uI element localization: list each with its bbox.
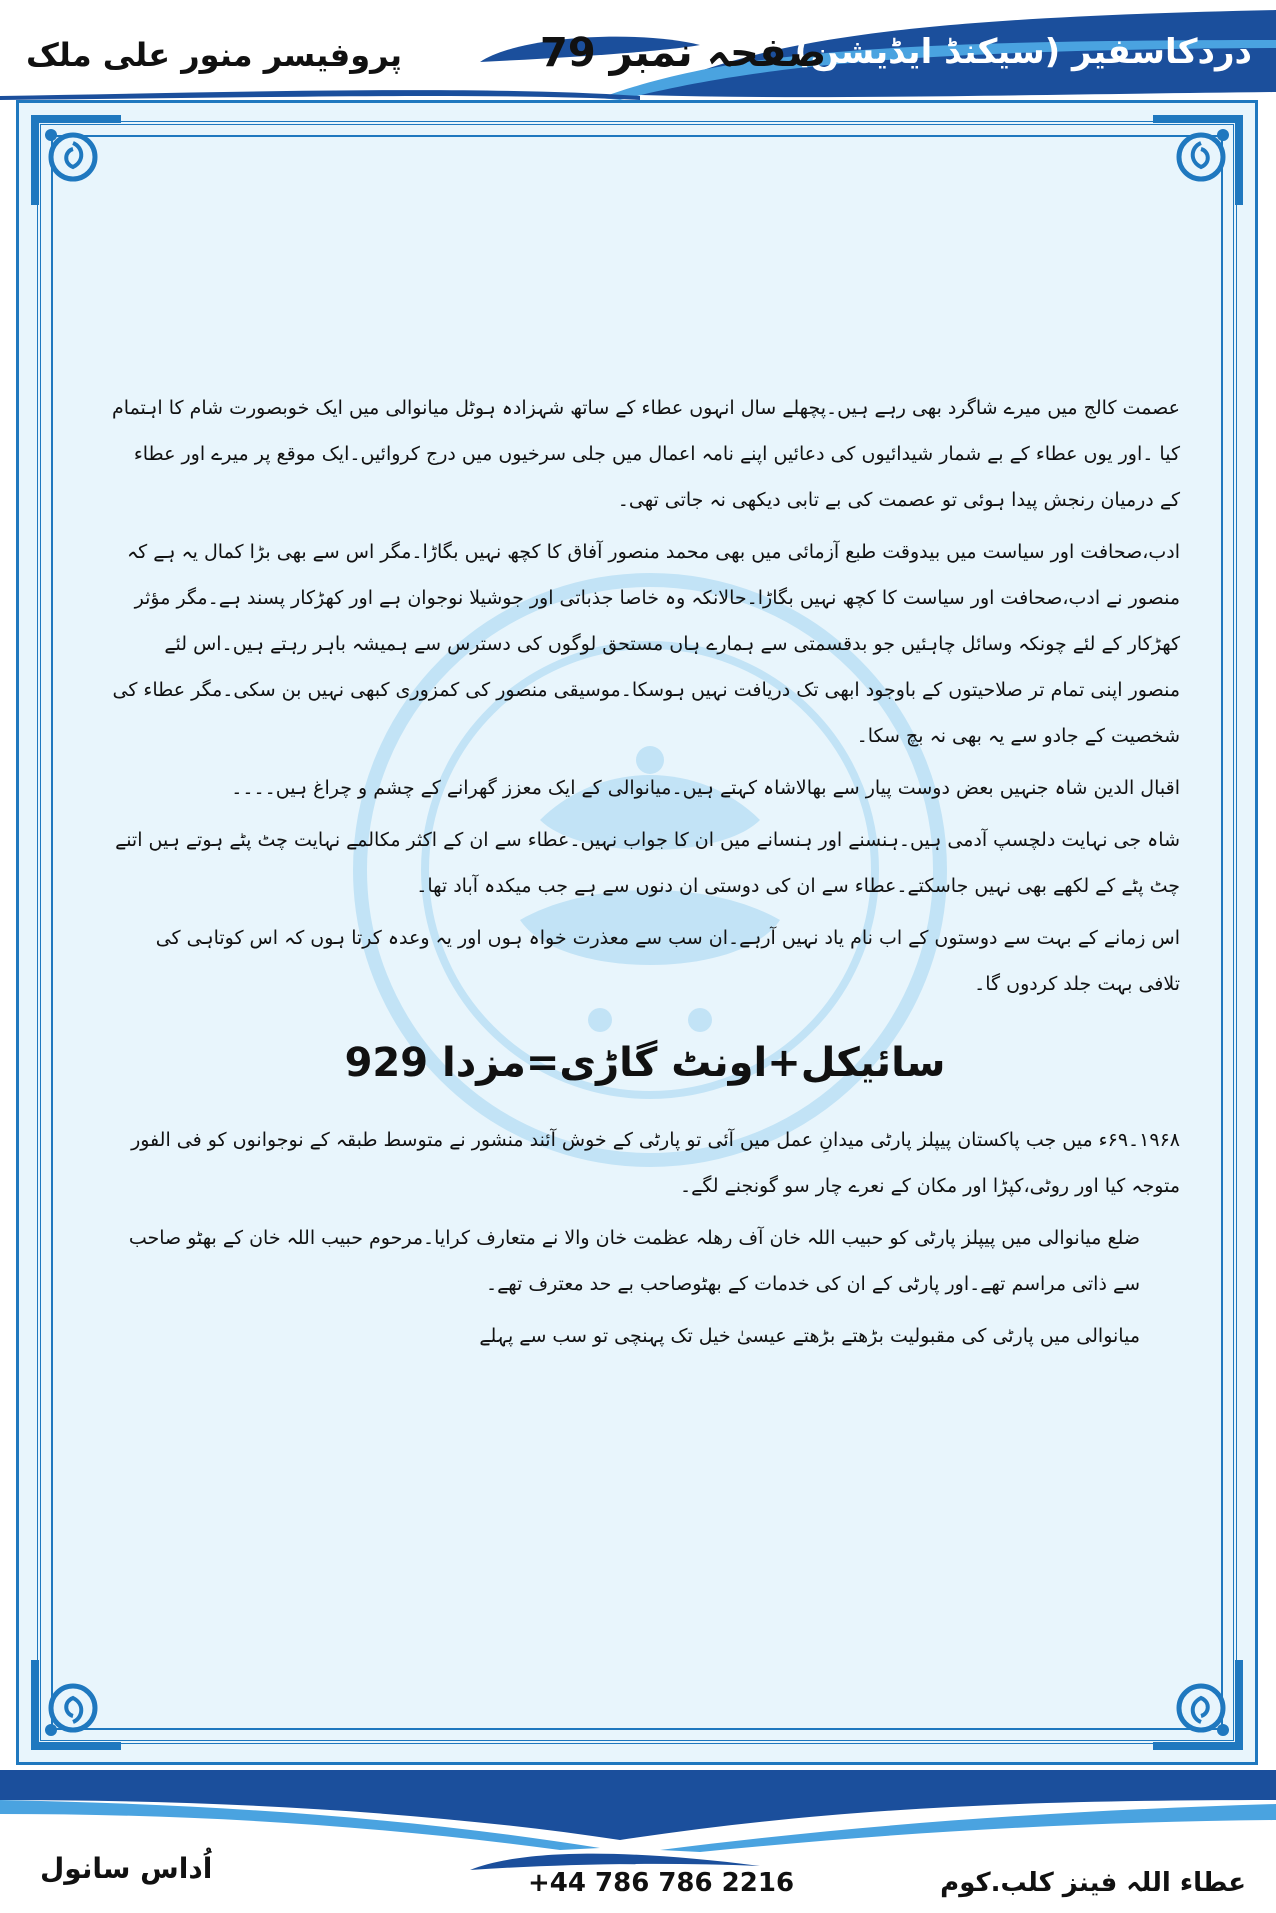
book-title: دردکاسفیر (سیکنڈ ایڈیشن) <box>794 32 1252 72</box>
corner-ornament-icon <box>1143 1650 1253 1760</box>
paragraph: ۱۹۶۸۔۶۹ء میں جب پاکستان پیپلز پارٹی میدانِ عمل میں آئی تو پارٹی کے خوش آئند منشور نے متوسط طبقہ کے نوجوانوں کو فی الفور متوجہ کیا اور روٹی،کپڑا اور مکان کے نعرے چار سو گونجنے لگے۔ <box>131 1129 1180 1197</box>
paragraph: اقبال الدین شاہ جنہیں بعض دوست پیار سے بھالاشاہ کہتے ہیں۔میانوالی کے ایک معزز گھرانے کے چشم و چراغ ہیں۔۔۔۔ <box>231 777 1180 799</box>
page-header <box>0 0 1276 100</box>
corner-ornament-icon <box>21 1650 131 1760</box>
author-name: پروفیسر منور علی ملک <box>26 36 403 74</box>
page-number-label: صفحہ نمبر 79 <box>540 30 827 76</box>
article-body <box>110 385 1180 1365</box>
paragraph: میانوالی میں پارٹی کی مقبولیت بڑھتے بڑھتے عیسیٰ خیل تک پہنچی تو سب سے پہلے <box>479 1325 1140 1347</box>
footer-website: عطاء اللہ فینز کلب.کوم <box>940 1868 1246 1898</box>
corner-ornament-icon <box>1143 105 1253 215</box>
corner-ornament-icon <box>21 105 131 215</box>
footer-phone: +44 786 786 2216 <box>528 1868 795 1898</box>
page-footer <box>0 1770 1276 1913</box>
paragraph: ادب،صحافت اور سیاست میں بیدوقت طبع آزمائی میں بھی محمد منصور آفاق کا کچھ نہیں بگاڑا۔مگر اس سے بھی بڑا کمال یہ ہے کہ منصور نے ادب،صحافت اور سیاست کا کچھ نہیں بگاڑا۔حالانکہ وہ خاصا جذباتی اور جوشیلا نوجوان ہے اور کھڑکار پسند ہے۔مگر مؤثر کھڑکار کے لئے چونکہ وسائل چاہئیں جو بدقسمتی سے ہمارے ہاں مستحق لوگوں کی دسترس سے ہمیشہ باہر رہتے ہیں۔اس لئے منصور اپنی تمام تر صلاحیتوں کے باوجود ابھی تک دریافت نہیں ہوسکا۔موسیقی منصور کی کمزوری کبھی نہیں بن سکی۔مگر عطاء کی شخصیت کے جادو سے یہ بھی نہ بچ سکا۔ <box>112 541 1180 747</box>
footer-left-text: اُداس سانول <box>40 1852 213 1885</box>
section-heading: سائیکل+اونٹ گاڑی=مزدا 929 <box>344 1040 946 1086</box>
paragraph: ضلع میانوالی میں پیپلز پارٹی کو حبیب اللہ خان آف رھلہ عظمت خان والا نے متعارف کرایا۔مرحوم حبیب اللہ خان کے بھٹو صاحب سے ذاتی مراسم تھے۔اور پارٹی کے ان کی خدمات کے بھٹوصاحب بے حد معترف تھے۔ <box>128 1227 1140 1295</box>
paragraph: شاہ جی نہایت دلچسپ آدمی ہیں۔ہنسنے اور ہنسانے میں ان کا جواب نہیں۔عطاء سے ان کے اکثر مکالمے نہایت چٹ پٹے ہوتے ہیں اتنے چٹ پٹے کے لکھے بھی نہیں جاسکتے۔عطاء سے ان کی دوستی ان دنوں سے ہے جب میکدہ آباد تھا۔ <box>115 829 1180 897</box>
paragraph: عصمت کالج میں میرے شاگرد بھی رہے ہیں۔پچھلے سال انہوں عطاء کے ساتھ شہزادہ ہوٹل میانوالی میں ایک خوبصورت شام کا اہتمام کیا ۔اور یوں عطاء کے بے شمار شیدائیوں کی دعائیں اپنے نامہ اعمال میں جلی سرخیوں میں درج کروائیں۔ایک موقع پر میرے اور عطاء کے درمیان رنجش پیدا ہوئی تو عصمت کی بے تابی دیکھی نہ جاتی تھی۔ <box>112 397 1180 511</box>
paragraph: اس زمانے کے بہت سے دوستوں کے اب نام یاد نہیں آرہے۔ان سب سے معذرت خواہ ہوں اور یہ وعدہ کرتا ہوں کہ اس کوتاہی کی تلافی بہت جلد کردوں گا۔ <box>155 927 1180 995</box>
